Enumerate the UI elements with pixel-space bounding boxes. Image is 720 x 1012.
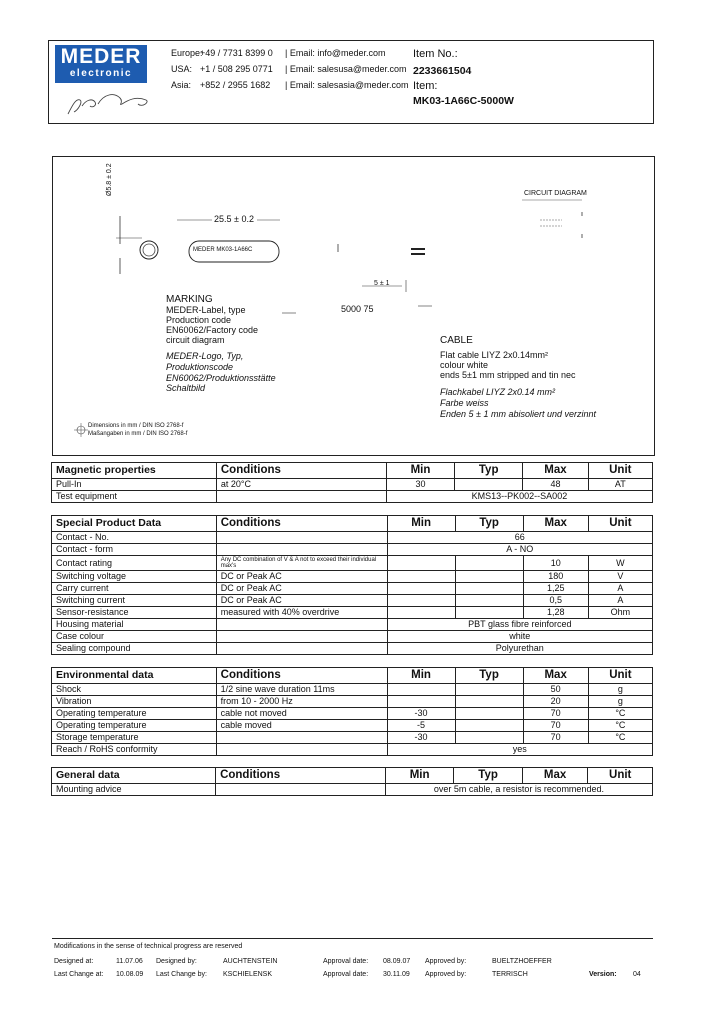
table-row: Switching current DC or Peak AC 0,5 A	[52, 595, 653, 607]
marking-de-2: Produktionscode	[166, 362, 234, 372]
contact-region-asia: Asia:	[171, 80, 192, 90]
dimension-note-de: Maßangaben in mm / DIN ISO 2768-f	[88, 431, 188, 437]
environmental-title: Environmental data	[52, 668, 217, 684]
table-row: Housing material PBT glass fibre reinforced	[52, 619, 653, 631]
dim-diameter: Ø5.8 ± 0.2	[106, 163, 113, 196]
designed-at: 11.07.06	[116, 958, 143, 965]
table-row: Operating temperature cable not moved -30 70 °C	[52, 708, 653, 720]
col-conditions: Conditions	[216, 463, 386, 479]
marking-en-3: EN60062/Factory code	[166, 325, 259, 335]
table-row: Vibration from 10 - 2000 Hz 20 g	[52, 696, 653, 708]
cable-en-2: colour white	[440, 360, 489, 370]
cable-title: CABLE	[440, 335, 473, 346]
contact-phone-europe: +49 / 7731 8399 0	[200, 48, 273, 58]
magnetic-properties-table	[51, 462, 653, 503]
contact-phone-asia: +852 / 2955 1682	[200, 80, 271, 90]
approved-by2: TERRISCH	[492, 971, 528, 978]
col-unit: Unit	[588, 463, 652, 479]
table-row: Contact rating Any DC combination of V & A not to exceed their individual max's 10 W	[52, 556, 653, 571]
marking-en-1: MEDER-Label, type	[166, 305, 246, 315]
last-change-at-label: Last Change at:	[54, 971, 104, 978]
marking-en-2: Production code	[166, 315, 232, 325]
magnetic-title: Magnetic properties	[52, 463, 217, 479]
marking-de-4: Schaltbild	[166, 383, 206, 393]
approved-by-label: Approved by:	[425, 958, 467, 965]
general-title: General data	[52, 768, 216, 784]
last-change-by-label: Last Change by:	[156, 971, 207, 978]
last-change-at: 10.08.09	[116, 971, 144, 978]
marking-de-1: MEDER-Logo, Typ,	[166, 351, 244, 361]
dim-cable-end: 5 ± 1	[374, 280, 390, 287]
table-row: Shock 1/2 sine wave duration 11ms 50 g	[52, 684, 653, 696]
table-row: Pull-In at 20°C 30 48 AT	[52, 479, 653, 491]
dim-total-length: 5000 75	[341, 304, 374, 314]
special-product-data-table: Special Product Data Conditions Min Typ Max Unit Contact - No. 66 Contact - form A - NO Contact rating Any DC combination of V & A not to exceed their individual max's 10 W Switching voltage DC or Peak AC 180 V Carry current DC or Peak AC 1,25 A Switching current DC or Peak AC 0,5 A Sensor-resistance measured with 40% overdrive 1,28 Ohm Housing material PBT glass fibre reinforced Case colour white Sealing compound Polyurethan	[51, 515, 653, 655]
marking-en-4: circuit diagram	[166, 335, 225, 345]
approved-by2-label: Approved by:	[425, 971, 467, 978]
dim-length: 25.5 ± 0.2	[214, 214, 254, 224]
table-row: Sealing compound Polyurethan	[52, 643, 653, 655]
table-row: Test equipment KMS13--PK002--SA002	[52, 491, 653, 503]
environmental-data-table: Environmental data Conditions Min Typ Max Unit Shock 1/2 sine wave duration 11ms 50 g Vibration from 10 - 2000 Hz 20 g Operating temperature cable not moved -30 70 °C Operating temperature cable moved -5 70 °C Storage temperature -30 70 °C Reach / RoHS conformity yes	[51, 667, 653, 756]
table-row: Carry current DC or Peak AC 1,25 A	[52, 583, 653, 595]
cable-en-3: ends 5±1 mm stripped and tin nec	[440, 370, 576, 380]
footer-divider	[52, 938, 653, 939]
part-label: MEDER MK03-1A66C	[193, 247, 253, 253]
cable-de-3: Enden 5 ± 1 mm abisoliert und verzinnt	[440, 409, 597, 419]
col-min: Min	[386, 463, 454, 479]
approval-date: 08.09.07	[383, 958, 411, 965]
modifications-note: Modifications in the sense of technical progress are reserved	[54, 943, 243, 950]
col-typ: Typ	[455, 463, 523, 479]
marking-title: MARKING	[166, 294, 213, 305]
table-row: Operating temperature cable moved -5 70 °C	[52, 720, 653, 732]
contact-phone-usa: +1 / 508 295 0771	[200, 64, 273, 74]
last-change-by: KSCHIELENSK	[223, 971, 273, 978]
designed-at-label: Designed at:	[54, 958, 94, 965]
circuit-diagram-label: CIRCUIT DIAGRAM	[524, 190, 587, 197]
table-row: Mounting advice over 5m cable, a resistor is recommended.	[52, 784, 653, 796]
item-label: Item:	[413, 80, 438, 92]
table-row: Contact - form A - NO	[52, 544, 653, 556]
contact-email-asia: | Email: salesasia@meder.com	[285, 80, 409, 90]
approved-by: BUELTZHOEFFER	[492, 958, 552, 965]
cable-en-1: Flat cable LIYZ 2x0.14mm²	[440, 350, 549, 360]
table-row: Reach / RoHS conformity yes	[52, 744, 653, 756]
designed-by-label: Designed by:	[156, 958, 197, 965]
special-title: Special Product Data	[52, 516, 217, 532]
general-data-table: General data Conditions Min Typ Max Unit Mounting advice over 5m cable, a resistor is recommended.	[51, 767, 653, 796]
designed-by: AUCHTENSTEIN	[223, 958, 278, 965]
table-row: Case colour white	[52, 631, 653, 643]
version-label: Version:	[589, 971, 617, 978]
item-no-value: 2233661504	[413, 65, 472, 77]
cable-de-1: Flachkabel LIYZ 2x0.14 mm²	[440, 387, 556, 397]
table-row: Switching voltage DC or Peak AC 180 V	[52, 571, 653, 583]
version: 04	[633, 971, 641, 978]
meder-logo: MEDER electronic	[55, 45, 147, 83]
table-row: Sensor-resistance measured with 40% overdrive 1,28 Ohm	[52, 607, 653, 619]
cable-de-2: Farbe weiss	[440, 398, 489, 408]
marking-de-3: EN60062/Produktionsstätte	[166, 373, 276, 383]
contact-email-europe: | Email: info@meder.com	[285, 48, 386, 58]
approval-date-label: Approval date:	[323, 958, 369, 965]
approval-date2: 30.11.09	[383, 971, 410, 978]
item-value: MK03-1A66C-5000W	[413, 95, 514, 107]
item-no-label: Item No.:	[413, 48, 458, 60]
table-row: Contact - No. 66	[52, 532, 653, 544]
table-row: Storage temperature -30 70 °C	[52, 732, 653, 744]
contact-region-usa: USA:	[171, 64, 193, 74]
contact-region-europe: Europe:	[171, 48, 203, 58]
dimension-note-en: Dimensions in mm / DIN ISO 2768-f	[88, 423, 184, 429]
col-max: Max	[523, 463, 588, 479]
signature-logo	[62, 86, 157, 120]
contact-email-usa: | Email: salesusa@meder.com	[285, 64, 407, 74]
approval-date2-label: Approval date:	[323, 971, 369, 978]
